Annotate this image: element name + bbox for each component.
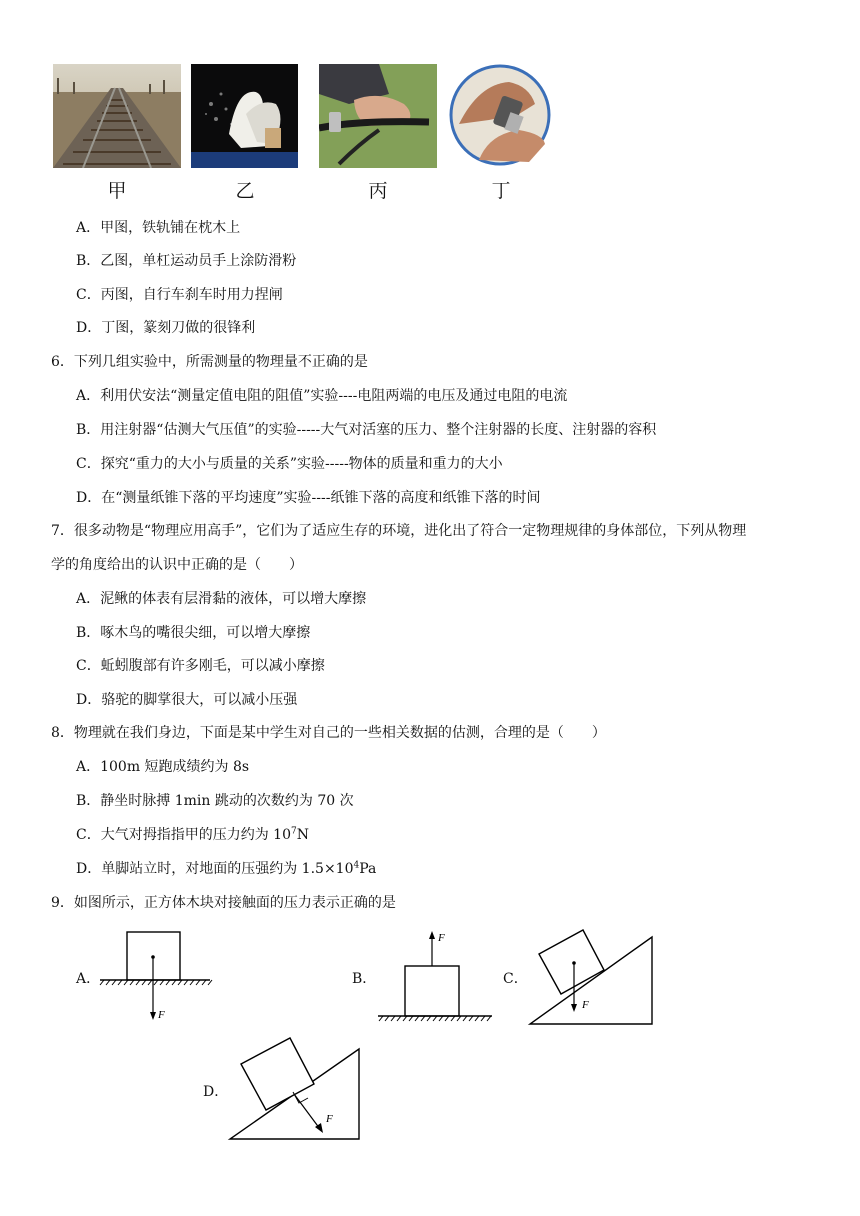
q9-label-a: A． xyxy=(76,971,101,987)
q8-option-d-text: D．单脚站立时，对地面的压强约为 1.5×10 xyxy=(76,861,354,877)
q9-stem: 9．如图所示，正方体木块对接触面的压力表示正确的是 xyxy=(51,895,396,911)
q7-stem-line1: 7．很多动物是“物理应用高手”，它们为了适应生存的环境，进化出了符合一定物理规律的身体部位，下列从物理 xyxy=(51,523,747,539)
caption-jia: 甲 xyxy=(107,180,127,202)
q6-stem-post: 正确的是 xyxy=(311,354,368,370)
q5-option-b: B．乙图，单杠运动员手上涂防滑粉 xyxy=(76,253,297,269)
photo-seal-carving xyxy=(449,64,552,167)
figure-d xyxy=(226,1032,364,1144)
caption-bing: 丙 xyxy=(368,180,388,202)
photo-bicycle-brake xyxy=(319,64,437,168)
q8-option-c-unit: N xyxy=(296,827,309,843)
q5-option-d: D．丁图，篆刻刀做的很锋利 xyxy=(76,320,256,336)
figure-d-force-label: F xyxy=(326,1113,333,1125)
q8-option-c-exp: 7 xyxy=(290,826,297,837)
q5-option-a: A．甲图，铁轨铺在枕木上 xyxy=(76,220,241,236)
caption-yi: 乙 xyxy=(235,180,255,202)
caption-ding: 丁 xyxy=(491,180,511,202)
q7-option-b: B．啄木鸟的嘴很尖细，可以增大摩擦 xyxy=(76,625,311,641)
figure-a-force-label: F xyxy=(158,1009,165,1021)
photo-chalk-hands xyxy=(191,64,298,168)
q8-option-b: B．静坐时脉搏 1min 跳动的次数约为 70 次 xyxy=(76,793,354,809)
q8-option-c xyxy=(76,825,309,845)
q9-label-c: C． xyxy=(503,971,528,987)
q7-option-d: D．骆驼的脚掌很大，可以减小压强 xyxy=(76,692,298,708)
q5-option-c: C．丙图，自行车刹车时用力捏闸 xyxy=(76,287,283,303)
q6-stem-pre: 6．下列几组实验中，所需测量的物理量 xyxy=(51,354,298,370)
figure-b xyxy=(374,926,498,1026)
q6-stem-emph: 不 xyxy=(297,354,312,370)
q8-option-c-text: C．大气对拇指指甲的压力约为 10 xyxy=(76,827,291,843)
q8-option-d xyxy=(76,859,376,879)
q6-option-d: D．在“测量纸锥下落的平均速度”实验----纸锥下落的高度和纸锥下落的时间 xyxy=(76,490,541,506)
q9-label-d: D． xyxy=(203,1084,229,1100)
photo-railway xyxy=(53,64,181,168)
figure-c xyxy=(526,924,656,1028)
q6-option-b: B．用注射器“估测大气压值”的实验-----大气对活塞的压力、整个注射器的长度、注射器的容积 xyxy=(76,422,657,438)
figure-b-force-label: F xyxy=(438,932,445,944)
q8-option-a: A．100m 短跑成绩约为 8s xyxy=(76,759,250,775)
q6-option-a: A．利用伏安法“测量定值电阻的阻值”实验----电阻两端的电压及通过电阻的电流 xyxy=(76,388,568,404)
q8-option-d-unit: Pa xyxy=(359,861,377,877)
q7-stem-line2: 学的角度给出的认识中正确的是（ ） xyxy=(51,557,303,573)
q7-option-c: C．蚯蚓腹部有许多刚毛，可以减小摩擦 xyxy=(76,658,325,674)
q8-option-d-exp: 4 xyxy=(353,860,360,871)
q7-option-a: A．泥鳅的体表有层滑黏的液体，可以增大摩擦 xyxy=(76,591,367,607)
figure-a xyxy=(96,926,216,1024)
q6-option-c: C．探究“重力的大小与质量的关系”实验-----物体的质量和重力的大小 xyxy=(76,456,503,472)
q6-stem xyxy=(51,352,368,372)
q8-stem: 8．物理就在我们身边，下面是某中学生对自己的一些相关数据的估测，合理的是（ ） xyxy=(51,725,606,741)
figure-c-force-label: F xyxy=(582,999,589,1011)
q9-label-b: B． xyxy=(352,971,377,987)
